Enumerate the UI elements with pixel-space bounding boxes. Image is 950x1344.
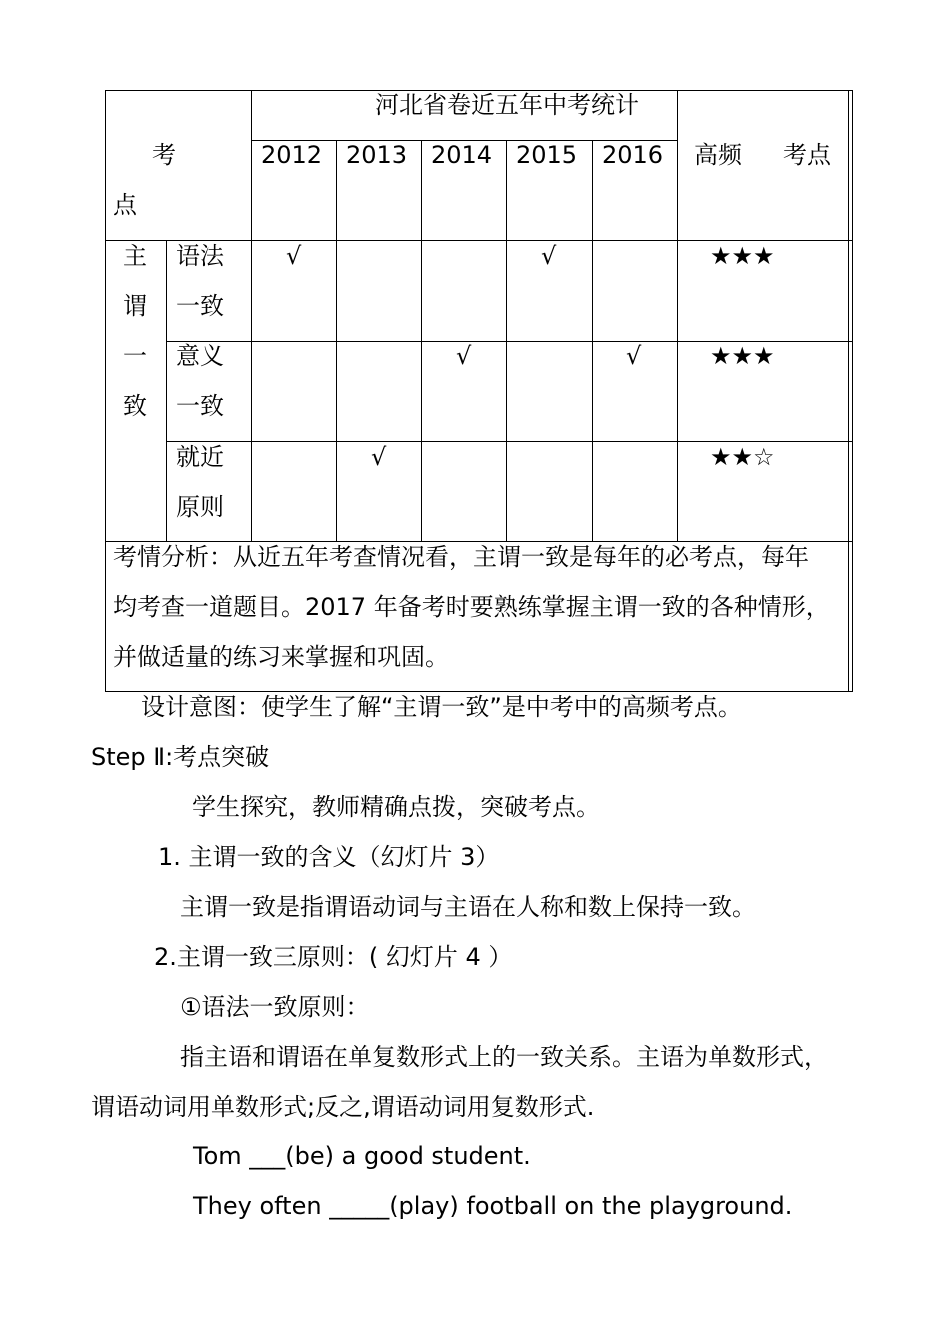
- table-border-left: [105, 90, 106, 692]
- star-rating: ★★★: [710, 342, 775, 370]
- example-sentence: Tom ___(be) a good student.: [193, 1142, 531, 1170]
- explore-text: 学生探究，教师精确点拨，突破考点。: [192, 793, 600, 821]
- table-line-category: [166, 240, 167, 541]
- year-2015: 2015: [516, 141, 578, 169]
- analysis-line: 考情分析：从近五年考查情况看，主谓一致是每年的必考点，每年: [113, 543, 809, 571]
- check-mark: √: [541, 242, 557, 270]
- row-label: 原则: [176, 493, 224, 521]
- category-char: 致: [123, 392, 147, 420]
- row-label: 就近: [176, 443, 224, 471]
- table-line-y1: [336, 140, 337, 541]
- analysis-line: 均考查一道题目。2017 年备考时要熟练掌握主谓一致的各种情形，: [113, 593, 830, 621]
- category-char: 谓: [123, 292, 147, 320]
- rule1-description: 指主语和谓语在单复数形式上的一致关系。主语为单数形式，: [180, 1043, 828, 1071]
- corner-label-bottom: 点: [113, 191, 137, 219]
- check-mark: √: [286, 242, 302, 270]
- rule1-description-cont: 谓语动词用单数形式;反之,谓语动词用复数形式.: [91, 1093, 595, 1121]
- table-line-label: [251, 90, 252, 541]
- category-char: 主: [123, 242, 147, 270]
- table-line-y2: [421, 140, 422, 541]
- item1-description: 主谓一致是指谓语动词与主语在人称和数上保持一致。: [180, 893, 756, 921]
- row-label: 语法: [176, 242, 224, 270]
- check-mark: √: [626, 342, 642, 370]
- item2-heading: 2.主谓一致三原则：( 幻灯片 4 ）: [154, 943, 513, 971]
- freq-header-right: 考点: [783, 141, 831, 169]
- row-label: 一致: [176, 392, 224, 420]
- stats-header: 河北省卷近五年中考统计: [375, 91, 639, 119]
- freq-header-left: 高频: [694, 141, 742, 169]
- row-label: 一致: [176, 292, 224, 320]
- analysis-line: 并做适量的练习来掌握和巩固。: [113, 643, 449, 671]
- year-2012: 2012: [261, 141, 323, 169]
- design-intent: 设计意图：使学生了解“主谓一致”是中考中的高频考点。: [141, 693, 742, 721]
- year-2016: 2016: [602, 141, 664, 169]
- year-2013: 2013: [346, 141, 408, 169]
- example-sentence: They often _____(play) football on the playground.: [193, 1192, 793, 1220]
- table-border-right-inner: [848, 90, 849, 692]
- table-line-y4: [592, 140, 593, 541]
- row-label: 意义: [176, 342, 224, 370]
- category-char: 一: [123, 342, 147, 370]
- star-rating: ★★★: [710, 242, 775, 270]
- table-line-y3: [506, 140, 507, 541]
- table-border-right: [852, 90, 853, 692]
- year-2014: 2014: [431, 141, 493, 169]
- step-heading: Step Ⅱ:考点突破: [91, 743, 270, 771]
- rule1-heading: ①语法一致原则：: [180, 993, 370, 1021]
- item1-heading: 1. 主谓一致的含义（幻灯片 3）: [158, 843, 500, 871]
- check-mark: √: [456, 342, 472, 370]
- corner-label-top: 考: [152, 141, 176, 169]
- table-line-freq: [677, 90, 678, 541]
- star-rating: ★★☆: [710, 443, 775, 471]
- check-mark: √: [371, 443, 387, 471]
